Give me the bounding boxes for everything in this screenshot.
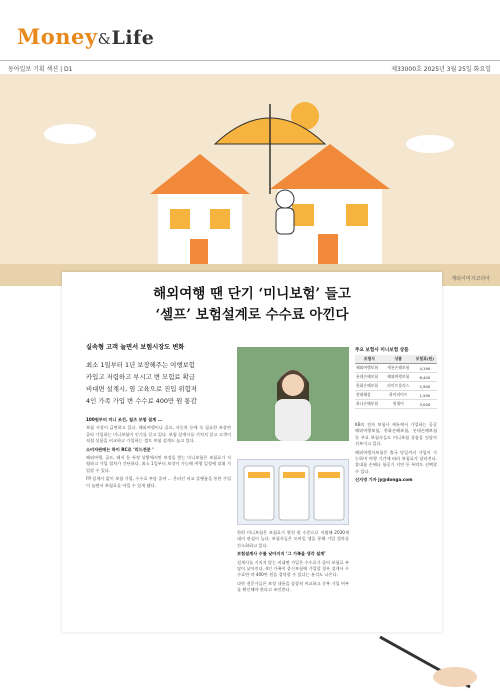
table-row bbox=[355, 391, 437, 400]
logo-life: Life bbox=[111, 27, 155, 49]
photo-credit: 게티이미지코리아 bbox=[451, 276, 490, 282]
hero-illustration-svg bbox=[0, 74, 500, 286]
product-table-grid bbox=[355, 355, 437, 409]
table-cell: 6,400 bbox=[413, 373, 437, 382]
paragraph: 해외여행자보험은 출국 당일까지 가입이 가능하며 여행 기간에 따라 보험료가 달라진다. 휴대품 손해나 항공기 지연 등 특약도 선택할 수 있다. bbox=[355, 449, 437, 474]
summary-line: 비대면 설계시, 염 고육으로 진입 위험져 bbox=[86, 385, 197, 393]
summary-line: 최소 1일부터 1년 보장해주는 여행보험 bbox=[86, 361, 195, 369]
table-cell: 1,500 bbox=[413, 391, 437, 400]
table-header: 보험사 bbox=[355, 355, 384, 364]
logo-money: Money bbox=[17, 24, 98, 49]
byline: 신지영 기자 jy@donga.com bbox=[355, 477, 413, 483]
paragraph: KB의 전자 보험사 캐롯에서 가입하는 공공 해외여행보험, 한화손해보험, 롯데손해보험 등 주요 보험사들도 미니보험 상품을 잇달아 선보이고 있다. bbox=[355, 422, 437, 447]
table-cell: 2,900 bbox=[413, 382, 437, 391]
table-header: 보험료(원) bbox=[413, 355, 437, 364]
paragraph: 소비자판매는 하이 RC로 ‘리드전문 ’ bbox=[86, 446, 154, 452]
table-row bbox=[355, 364, 437, 373]
paragraph: 한편 미니보험은 보험료가 몇천 원 수준으로 저렴해 2030세대의 관심이 높다. 보험사들은 모바일 앱을 통해 가입 절차를 간소화하고 있다. bbox=[237, 530, 349, 548]
masthead bbox=[0, 0, 500, 56]
table-row bbox=[355, 382, 437, 391]
summary-line: 카입고 저렴하고 부시고 변 모험료 확급 bbox=[86, 373, 195, 381]
footer-illustration-svg bbox=[0, 632, 500, 691]
summary-line: 4인 가족 가입 변 수수료 400만 원 통감 bbox=[86, 397, 197, 405]
logo-amp: & bbox=[97, 30, 112, 48]
summary-box bbox=[86, 359, 231, 407]
mobile-app-screens bbox=[237, 459, 349, 525]
table-title: 주요 보험사 미니보험 상품 bbox=[355, 348, 409, 353]
table-header: 상품 bbox=[384, 355, 413, 364]
table-cell: 4,190 bbox=[413, 364, 437, 373]
subhead: 실속형 고객 늘면서 보험시장도 변화 bbox=[86, 344, 185, 351]
table-cell: 해외여행보험 bbox=[384, 373, 413, 382]
product-table bbox=[355, 347, 437, 409]
table-cell: 롯데손해보험 bbox=[355, 373, 384, 382]
hero-illustration bbox=[0, 74, 500, 286]
table-cell: 3,000 bbox=[413, 400, 437, 409]
cloud-icon bbox=[44, 124, 96, 144]
paragraph: 100원부터 미니 조건, 칠즈 보험 설계 ... bbox=[86, 417, 163, 422]
person-icon bbox=[276, 190, 294, 234]
paragraph: 해외여행, 골프, 레저 등 특정 상황에서만 보장을 받는 미니보험은 보험료가 저렴하고 가입 절차가 간단하다. 최소 1일부터 보장이 가능해 여행 일정에 맞춰 가입할 수 있다. bbox=[86, 455, 231, 473]
column-2 bbox=[237, 530, 349, 625]
table-cell: 하이라이프 bbox=[384, 391, 413, 400]
table-row bbox=[355, 400, 437, 409]
column-3 bbox=[355, 422, 437, 622]
headline bbox=[62, 284, 442, 326]
headline-line-1: 해외여행 땐 단기 ‘미니보험’ 들고 bbox=[153, 286, 351, 302]
issue-date: 제33000호 2025년 3월 25일 화요일 bbox=[391, 66, 491, 73]
article-card bbox=[62, 272, 442, 632]
table-cell: 한화손해보험 bbox=[355, 382, 384, 391]
section-logo bbox=[17, 24, 154, 49]
table-cell: 라이프플러스 bbox=[384, 382, 413, 391]
section-label: 동아일보 기획 섹션 | D1 bbox=[8, 66, 73, 73]
table-cell: 현대해상 bbox=[355, 391, 384, 400]
column-1 bbox=[86, 417, 231, 617]
table-cell: 원데이 bbox=[384, 400, 413, 409]
woman-photo-icon bbox=[237, 347, 349, 441]
paragraph: 보험 시장이 급변하고 있다. 해외여행이나 골프, 자동차 등에 꼭 필요한 보장만 골라 가입하는 미니보험이 인기를 끌고 있다. 보험 설계사를 거치지 않고 고객이 직접 상품을 비교하고 가입하는 셀프 보험 설계도 늘고 있다. bbox=[86, 425, 231, 444]
cloud-icon bbox=[406, 135, 454, 153]
article-photo bbox=[237, 347, 349, 441]
paragraph: 설계사를 거치지 않는 비대면 가입은 수수료가 줄어 보험료 부담이 낮아진다. 4인 가족이 종신보험에 가입할 경우 설계사 수수료만 약 400만 원을 절약할 수 있다는 분석도 나온다. bbox=[237, 559, 349, 578]
section-topbar bbox=[0, 60, 500, 74]
paragraph: FP 설계사 없이 보험 가입, 수수료 부담 줄여 ... 온라인 비교 플랫폼을 통한 가입이 늘면서 보험료를 아낄 수 있게 됐다. bbox=[86, 476, 231, 488]
pen-hand-icon bbox=[380, 637, 477, 687]
table-cell: 캐롯손해보험 bbox=[384, 364, 413, 373]
table-cell: 해외여행보험 bbox=[355, 364, 384, 373]
paragraph: 다만 전문가들은 보장 내용을 꼼꼼히 비교하고 중복 가입 여부를 확인해야 한다고 조언한다. bbox=[237, 580, 349, 593]
footer-illustration bbox=[0, 632, 500, 691]
headline-line-2: ‘셀프’ 보험설계로 수수료 아낀다 bbox=[155, 307, 349, 323]
app-screens-icon bbox=[238, 460, 350, 526]
paragraph: 보험설계사 수를 낮아지지 ‘그 가족을 생각 설계’ bbox=[237, 551, 326, 557]
table-cell: 하나손해보험 bbox=[355, 400, 384, 409]
table-row bbox=[355, 373, 437, 382]
